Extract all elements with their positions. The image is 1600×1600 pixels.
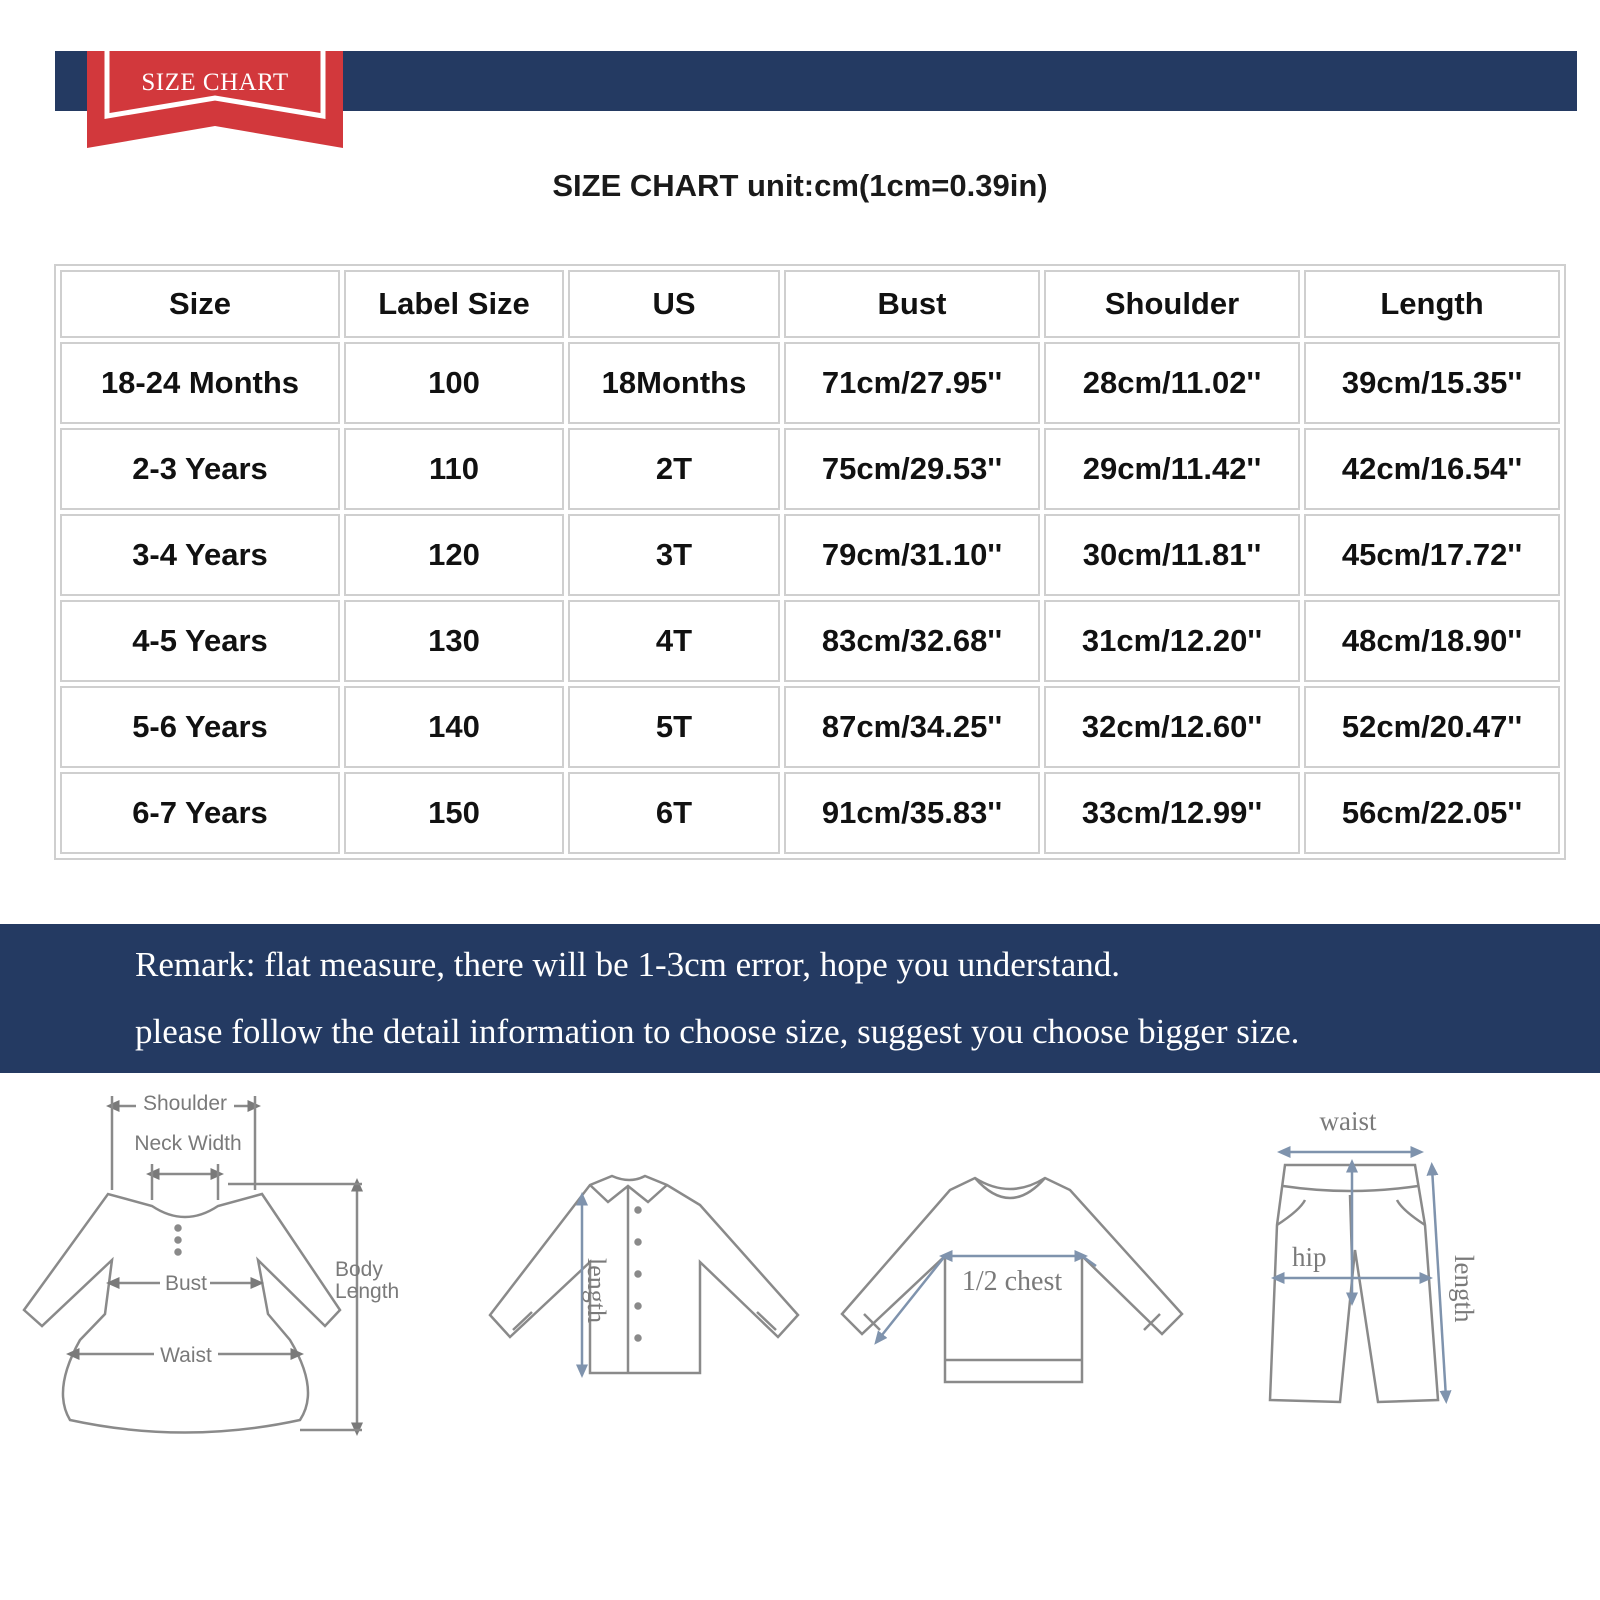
table-cell: 71cm/27.95'' [784, 342, 1040, 424]
table-cell: 18-24 Months [60, 342, 340, 424]
table-cell: 31cm/12.20'' [1044, 600, 1300, 682]
pants-hip-label: hip [1292, 1242, 1327, 1272]
column-header: Label Size [344, 270, 564, 338]
column-header: Length [1304, 270, 1560, 338]
size-table [54, 264, 1566, 860]
table-cell: 39cm/15.35'' [1304, 342, 1560, 424]
table-cell: 100 [344, 342, 564, 424]
table-cell: 29cm/11.42'' [1044, 428, 1300, 510]
table-cell: 6-7 Years [60, 772, 340, 854]
table-cell: 3-4 Years [60, 514, 340, 596]
table-cell: 120 [344, 514, 564, 596]
table-cell: 87cm/34.25'' [784, 686, 1040, 768]
table-cell: 6T [568, 772, 780, 854]
table-cell: 32cm/12.60'' [1044, 686, 1300, 768]
column-header: US [568, 270, 780, 338]
table-cell: 4-5 Years [60, 600, 340, 682]
dress-body-length-label: Length [335, 1280, 400, 1303]
table-cell: 75cm/29.53'' [784, 428, 1040, 510]
table-row [60, 342, 1560, 424]
table-cell: 110 [344, 428, 564, 510]
table-cell: 33cm/12.99'' [1044, 772, 1300, 854]
table-row [60, 514, 1560, 596]
table-cell: 48cm/18.90'' [1304, 600, 1560, 682]
table-row [60, 772, 1560, 854]
table-cell: 83cm/32.68'' [784, 600, 1040, 682]
table-cell: 42cm/16.54'' [1304, 428, 1560, 510]
column-header: Size [60, 270, 340, 338]
dress-waist-label: Waist [160, 1344, 212, 1367]
table-cell: 28cm/11.02'' [1044, 342, 1300, 424]
dress-neck-width-label: Neck Width [134, 1132, 242, 1155]
table-cell: 5-6 Years [60, 686, 340, 768]
table-cell: 91cm/35.83'' [784, 772, 1040, 854]
shirt-diagram [490, 1176, 798, 1373]
table-row [60, 600, 1560, 682]
dress-bust-label: Bust [164, 1272, 208, 1295]
dress-body-length-label: Body [335, 1258, 383, 1281]
page-title: SIZE CHART unit:cm(1cm=0.39in) [552, 168, 1048, 203]
ribbon-label: SIZE CHART [141, 69, 289, 96]
table-cell: 3T [568, 514, 780, 596]
sweater-chest-label: 1/2 chest [961, 1266, 1063, 1297]
pants-waist-label: waist [1319, 1106, 1377, 1136]
table-header-row [60, 270, 1560, 338]
table-cell: 56cm/22.05'' [1304, 772, 1560, 854]
pants-length-label: length [1449, 1255, 1479, 1323]
table-cell: 140 [344, 686, 564, 768]
remark-text: please follow the detail information to choose size, suggest you choose bigger size. [135, 1012, 1300, 1051]
table-cell: 5T [568, 686, 780, 768]
table-cell: 150 [344, 772, 564, 854]
column-header: Shoulder [1044, 270, 1300, 338]
table-cell: 52cm/20.47'' [1304, 686, 1560, 768]
table-row [60, 686, 1560, 768]
table-cell: 18Months [568, 342, 780, 424]
table-cell: 2T [568, 428, 780, 510]
remark-text: Remark: flat measure, there will be 1-3cm error, hope you understand. [135, 945, 1121, 984]
table-cell: 30cm/11.81'' [1044, 514, 1300, 596]
table-cell: 4T [568, 600, 780, 682]
size-chart-ribbon [87, 51, 343, 150]
table-cell: 2-3 Years [60, 428, 340, 510]
column-header: Bust [784, 270, 1040, 338]
table-row [60, 428, 1560, 510]
table-cell: 130 [344, 600, 564, 682]
table-cell: 79cm/31.10'' [784, 514, 1040, 596]
measurement-diagrams [0, 1090, 1600, 1470]
shirt-length-label: length [582, 1258, 611, 1323]
pants-diagram [1270, 1165, 1438, 1402]
table-cell: 45cm/17.72'' [1304, 514, 1560, 596]
dress-shoulder-label: Shoulder [142, 1092, 228, 1115]
